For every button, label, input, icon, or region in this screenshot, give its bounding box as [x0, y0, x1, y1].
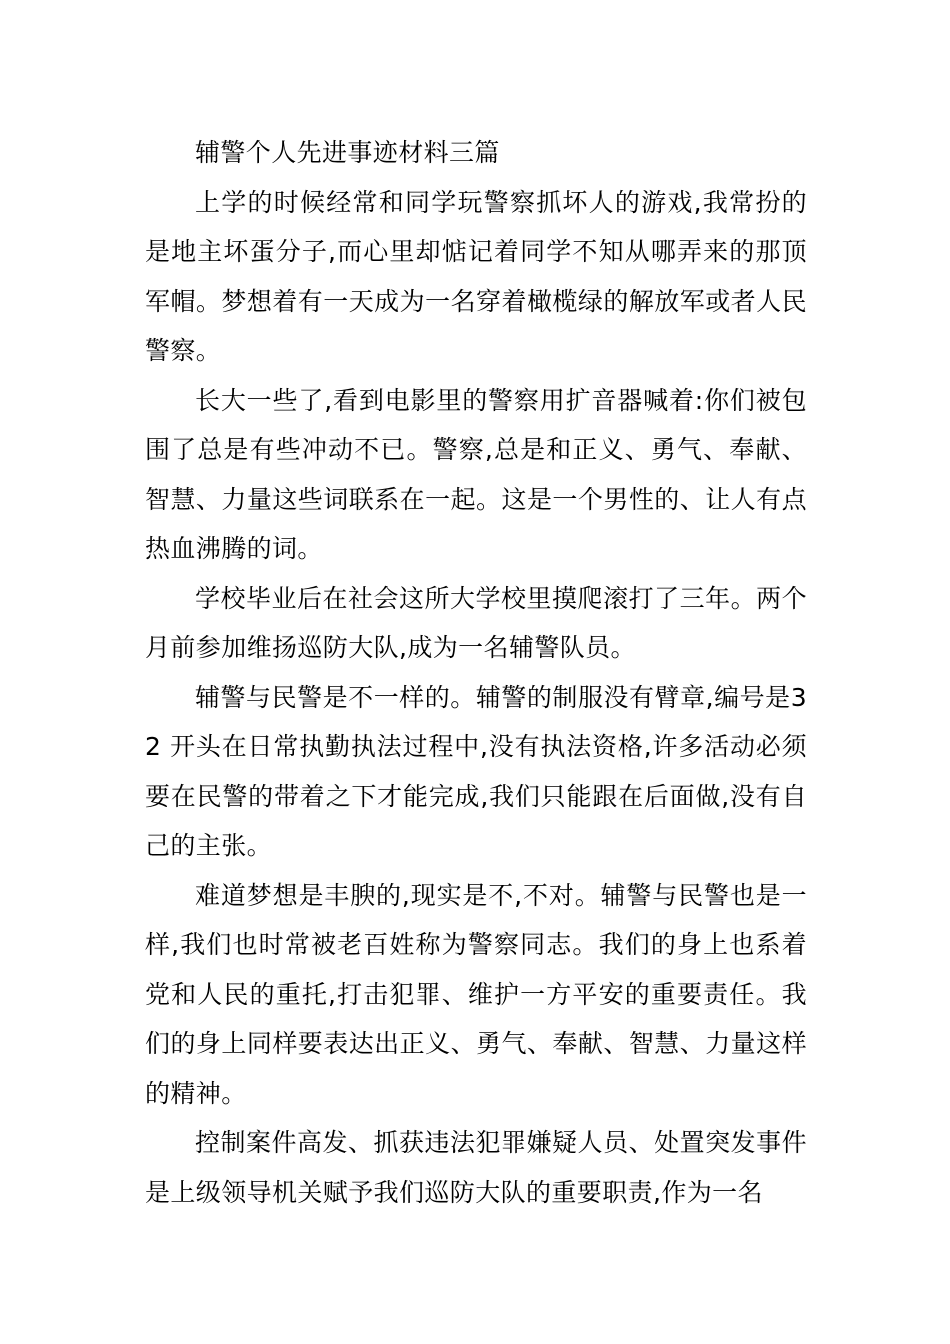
- paragraph-5: 难道梦想是丰腴的,现实是不,不对。辅警与民警也是一样,我们也时常被老百姓称为警察同志。我们的身上也系着党和人民的重托,打击犯罪、维护一方平安的重要责任。我们的身上同样要表达出正义、勇气、奉献、智慧、力量这样的精神。: [145, 880, 807, 1108]
- paragraph-2: 长大一些了,看到电影里的警察用扩音器喊着:你们被包围了总是有些冲动不已。警察,总是和正义、勇气、奉献、智慧、力量这些词联系在一起。这是一个男性的、让人有点热血沸腾的词。: [145, 385, 807, 563]
- paragraph-3: 学校毕业后在社会这所大学校里摸爬滚打了三年。两个月前参加维扬巡防大队,成为一名辅警队员。: [145, 583, 807, 662]
- document-title: 辅警个人先进事迹材料三篇: [195, 138, 500, 167]
- paragraph-6: 控制案件高发、抓获违法犯罪嫌疑人员、处置突发事件是上级领导机关赋予我们巡防大队的重要职责,作为一名: [145, 1128, 807, 1207]
- paragraph-4: 辅警与民警是不一样的。辅警的制服没有臂章,编号是32 开头在日常执勤执法过程中,没有执法资格,许多活动必须要在民警的带着之下才能完成,我们只能跟在后面做,没有自己的主张。: [145, 682, 807, 860]
- paragraph-1: 上学的时候经常和同学玩警察抓坏人的游戏,我常扮的是地主坏蛋分子,而心里却惦记着同学不知从哪弄来的那顶军帽。梦想着有一天成为一名穿着橄榄绿的解放军或者人民警察。: [145, 187, 807, 365]
- document-body: [145, 128, 807, 1217]
